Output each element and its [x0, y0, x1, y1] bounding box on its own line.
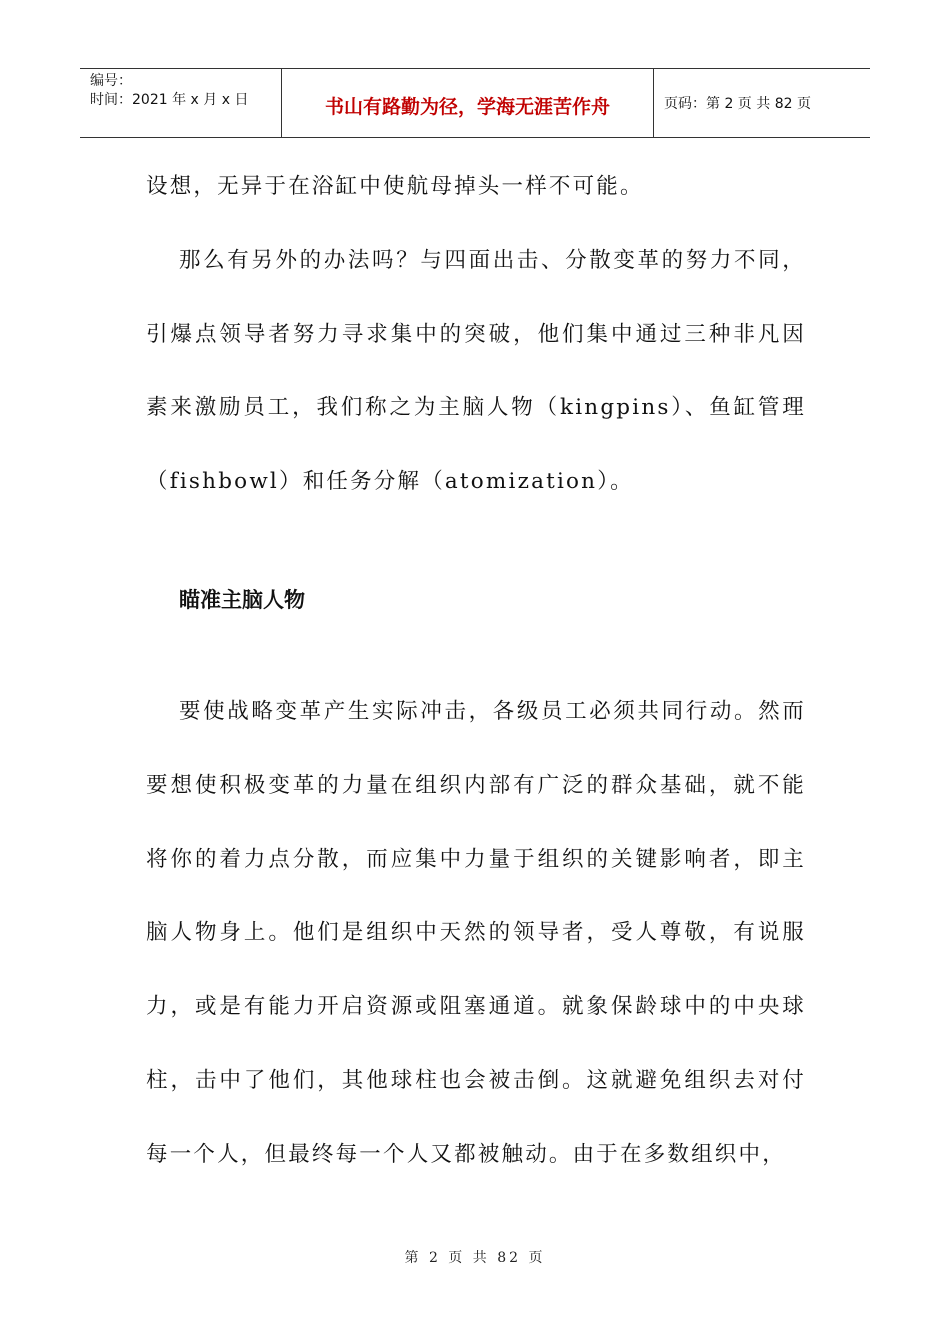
document-date-label: 时间：2021 年 x 月 x 日 [90, 92, 249, 108]
paragraph-2: 那么有另外的办法吗？与四面出击、分散变革的努力不同，引爆点领导者努力寻求集中的突破，他们集中通过三种非凡因素来激励员工，我们称之为主脑人物（kingpins）、鱼缸管理（fishbowl）和任务分解（atomization）。 [146, 247, 806, 495]
header-motto: 书山有路勤为径，学海无涯苦作舟 [282, 69, 654, 137]
header-page-number: 页码：第 2 页 共 82 页 [664, 96, 811, 112]
paragraph-3: 要使战略变革产生实际冲击，各级员工必须共同行动。然而要想使积极变革的力量在组织内部有广泛的群众基础，就不能将你的着力点分散，而应集中力量于组织的关键影响者，即主脑人物身上。他们是组织中天然的领导者，受人尊敬，有说服力，或是有能力开启资源或阻塞通道。就象保龄球中的中央球柱，击中了他们，其他球柱也会被击倒。这就避免组织去对付每一个人，但最终每一个人又都被触动。由于在多数组织中， [146, 698, 806, 1167]
document-body [146, 150, 806, 1192]
header-meta [80, 69, 282, 137]
paragraph-1: 设想，无异于在浴缸中使航母掉头一样不可能。 [146, 174, 644, 199]
page-footer: 第 2 页 共 82 页 [404, 1250, 546, 1266]
page-header [80, 68, 870, 138]
section-heading: 瞄准主脑人物 [179, 587, 305, 612]
document-number-label: 编号： [90, 73, 132, 89]
